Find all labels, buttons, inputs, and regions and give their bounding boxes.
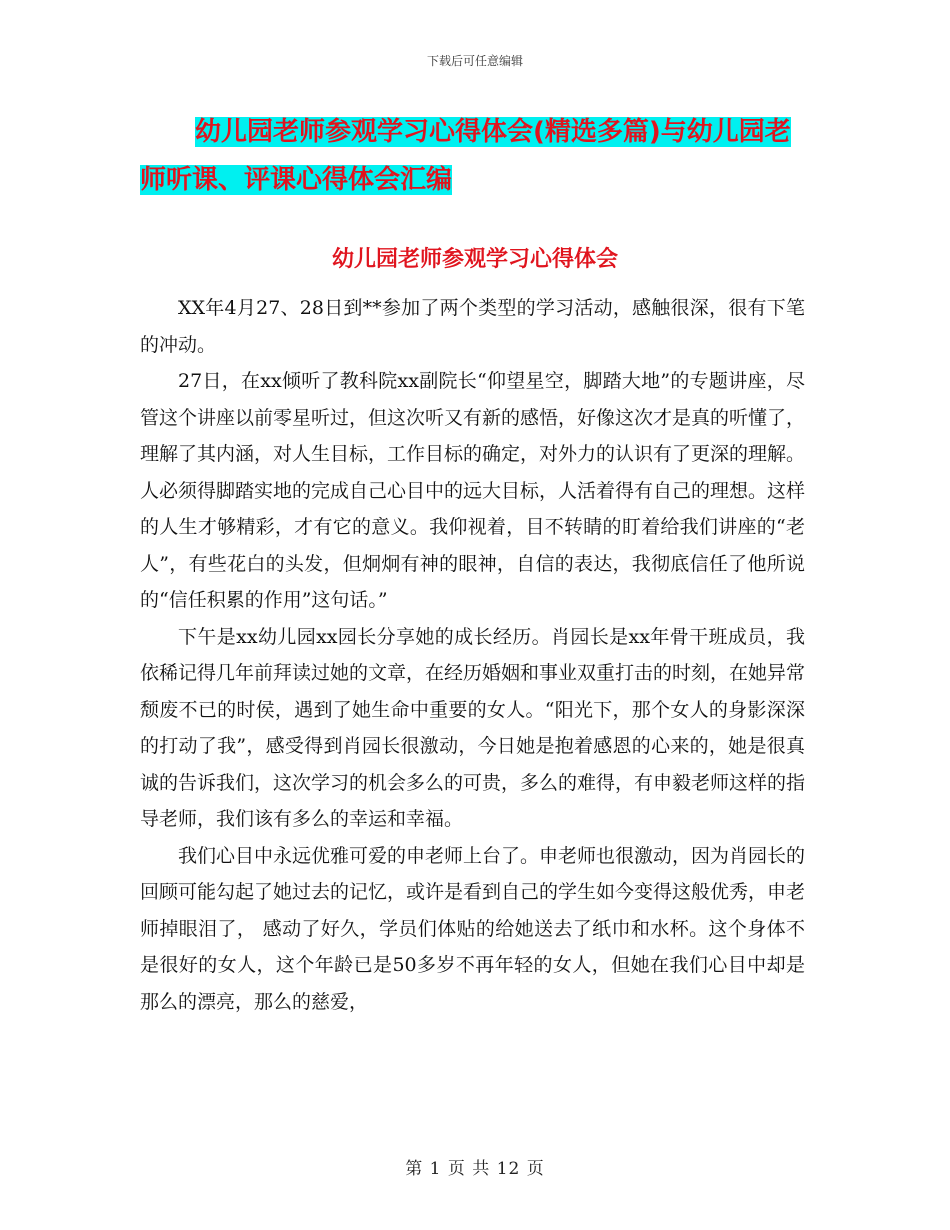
title-highlight-1: 幼儿园老师参观学习心得体会(精选多篇)与幼儿园老 bbox=[195, 117, 791, 147]
page-header-note: 下载后可任意编辑 bbox=[426, 54, 523, 68]
page-number: 第 1 页 共 12 页 bbox=[405, 1159, 545, 1179]
paragraph: XX年4月27、28日到**参加了两个类型的学习活动，感触很深，很有下笔的冲动。 bbox=[140, 297, 805, 356]
title-highlight-2: 师听课、评课心得体会汇编 bbox=[140, 165, 453, 195]
paragraph: 27日，在xx倾听了教科院xx副院长“仰望星空，脚踏大地”的专题讲座，尽管这个讲座以前零星听过，但这次听又有新的感悟，好像这次才是真的听懂了，理解了其内涵，对人生目标，工作目标的确定，对外力的认识有了更深的理解。人必须得脚踏实地的完成自己心目中的远大目标，人活着得有自己的理想。这样的人生才够精彩，才有它的意义。我仰视着，目不转睛的盯着给我们讲座的“老人”，有些花白的头发，但炯炯有神的眼神，自信的表达，我彻底信任了他所说的“信任积累的作用”这句话。” bbox=[140, 370, 806, 611]
body-text bbox=[140, 290, 805, 1020]
document-title-line-2 bbox=[140, 156, 830, 204]
section-title: 幼儿园老师参观学习心得体会 bbox=[331, 247, 618, 272]
paragraph: 下午是xx幼儿园xx园长分享她的成长经历。肖园长是xx年骨干班成员，我依稀记得几年前拜读过她的文章，在经历婚姻和事业双重打击的时刻，在她异常颓废不已的时侯，遇到了她生命中重要的女人。“阳光下，那个女人的身影深深的打动了我”，感受得到肖园长很激动，今日她是抱着感恩的心来的，她是很真诚的告诉我们，这次学习的机会多么的可贵，多么的难得，有申毅老师这样的指导老师，我们该有多么的幸运和幸福。 bbox=[140, 625, 806, 830]
paragraph: 我们心目中永远优雅可爱的申老师上台了。申老师也很激动，因为肖园长的回顾可能勾起了她过去的记忆，或许是看到自己的学生如今变得这般优秀，申老师掉眼泪了， 感动了好久，学员们体贴的给她送去了纸巾和水杯。这个身体不是很好的女人，这个年龄已是50多岁不再年轻的女人，但她在我们心目中却是那么的漂亮，那么的慈爱， bbox=[140, 844, 806, 1013]
document-title-line-1 bbox=[140, 108, 830, 156]
document-title bbox=[140, 108, 830, 204]
